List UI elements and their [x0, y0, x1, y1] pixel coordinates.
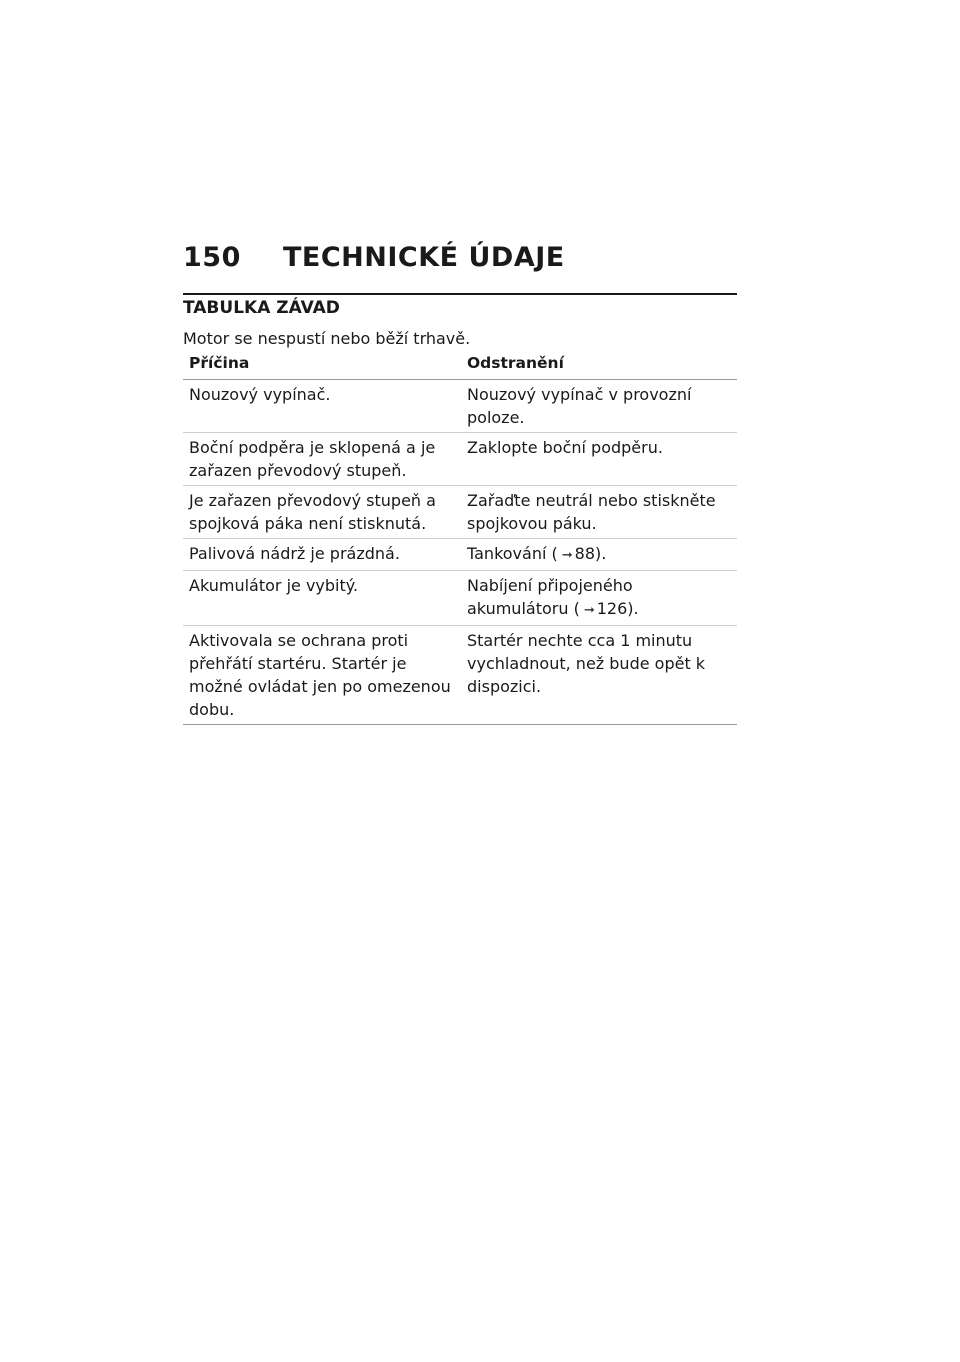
page-reference-link[interactable]: 126: [596, 599, 628, 618]
remedy-cell: [461, 571, 737, 626]
table-row: [183, 433, 737, 486]
cause-cell: Aktivovala se ochrana proti přehřátí startéru. Startér je možné ovládat jen po omezenou dobu.: [183, 626, 461, 725]
header-cause: Příčina: [183, 354, 461, 380]
remedy-cell: Zařaďte neutrál nebo stiskněte spojkovou páku.: [461, 486, 737, 539]
table-row: [183, 571, 737, 626]
page-header: [183, 242, 737, 273]
cause-cell: Akumulátor je vybitý.: [183, 571, 461, 626]
header-remedy: Odstranění: [461, 354, 737, 380]
remedy-tail: ).: [595, 544, 607, 563]
cause-cell: Je zařazen převodový stupeň a spojková páka není stisknutá.: [183, 486, 461, 539]
chapter-title: TECHNICKÉ ÚDAJE: [283, 242, 565, 273]
cause-cell: Nouzový vypínač.: [183, 380, 461, 433]
remedy-cell: Startér nechte cca 1 minutu vychladnout, než bude opět k dispozici.: [461, 626, 737, 725]
page-reference-arrow-icon: ➞: [561, 548, 573, 563]
page-reference-arrow-icon: ➞: [583, 603, 595, 618]
cause-cell: Boční podpěra je sklopená a je zařazen převodový stupeň.: [183, 433, 461, 486]
section-title: TABULKA ZÁVAD: [183, 298, 340, 318]
remedy-cell: Zaklopte boční podpěru.: [461, 433, 737, 486]
table-header-row: [183, 354, 737, 380]
remedy-text: Tankování (: [467, 544, 558, 563]
remedy-text: Nabíjení připojeného akumulátoru (: [467, 576, 633, 618]
table-row: [183, 380, 737, 433]
page-number: 150: [183, 242, 241, 273]
cause-cell: Palivová nádrž je prázdná.: [183, 539, 461, 571]
page-reference-link[interactable]: 88: [574, 544, 596, 563]
remedy-cell: Nouzový vypínač v provozní poloze.: [461, 380, 737, 433]
remedy-cell: [461, 539, 737, 571]
remedy-tail: ).: [627, 599, 639, 618]
table-row: [183, 539, 737, 571]
table-row: [183, 486, 737, 539]
table-row: [183, 626, 737, 725]
fault-table: [183, 354, 737, 725]
header-divider: [183, 293, 737, 295]
section-intro: Motor se nespustí nebo běží trhavě.: [183, 329, 471, 348]
